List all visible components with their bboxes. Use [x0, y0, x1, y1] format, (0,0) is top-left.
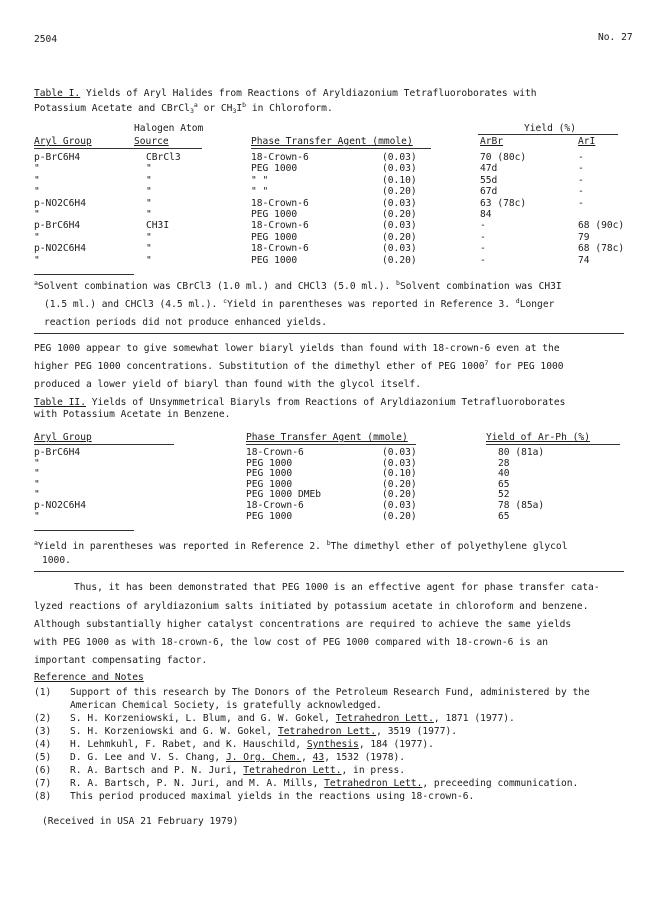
- table2-footnote-a: Yield in parentheses was reported in Reference 2.: [37, 541, 321, 552]
- table2-caption-text: Yields of Unsymmetrical Biaryls from Reactions of Aryldiazonium Tetrafluoroborates: [91, 397, 566, 408]
- table1-cell-mmole: (0.03): [382, 163, 417, 175]
- ref-authors: S. H. Korzeniowski, L. Blum, and G. W. Gokel,: [70, 713, 330, 724]
- table2-cell-agent: 18-Crown-6: [246, 499, 304, 511]
- ref-details: , 1871 (1977).: [433, 713, 515, 724]
- table1-cell-arbr: 67d: [480, 186, 498, 198]
- ref-volume: 43: [312, 752, 325, 763]
- table1-footnote-rule: [34, 274, 134, 275]
- table2-cell-yield: 78 (85a): [498, 499, 545, 511]
- table1-cell-agent: 18-Crown-6: [251, 197, 309, 209]
- ref-4-number: (4): [34, 739, 52, 750]
- footnote-marker-b: b: [326, 539, 331, 547]
- ref-authors: S. H. Korzeniowski and G. W. Gokel,: [70, 726, 273, 737]
- table1-cell-mmole: (0.03): [382, 152, 417, 163]
- table1-col-aryl: [34, 152, 86, 266]
- table1-cell-source: ": [146, 243, 152, 255]
- table1-cell-source: ": [146, 231, 152, 243]
- table2-head-rule-left: [34, 444, 174, 445]
- table1-cell-mmole: (0.03): [382, 243, 417, 255]
- ref-7-number: (7): [34, 778, 52, 789]
- para1-ref: 7: [484, 359, 489, 367]
- table1-col-ari: [578, 152, 624, 266]
- section-divider-2: [34, 571, 624, 572]
- table1-cell-agent: 18-Crown-6: [251, 220, 309, 232]
- table2-cell-yield: 65: [498, 478, 510, 490]
- ref-journal: Synthesis: [306, 739, 359, 750]
- table1-cell-mmole: (0.20): [382, 231, 417, 243]
- table1-cell-ari: [578, 209, 624, 220]
- table1-head-agent: Phase Transfer Agent (mmole): [251, 136, 413, 147]
- ref-authors: H. Lehmkuhl, F. Rabet, and K. Hauschild,: [70, 739, 302, 750]
- table1-cell-arbr: -: [480, 231, 486, 243]
- table1-col-agent: [251, 152, 309, 266]
- table1-cell-mmole: (0.20): [382, 208, 417, 220]
- table2-cell-aryl: p-BrC6H4: [34, 447, 81, 458]
- table1-cell-arbr: 70 (80c): [480, 152, 527, 163]
- table2-cell-mmole: (0.20): [382, 489, 417, 501]
- table1-cell-mmole: (0.03): [382, 220, 417, 232]
- table1-caption-line2: [34, 102, 333, 115]
- table1-cell-agent: PEG 1000: [251, 231, 298, 243]
- ref-5: [70, 751, 405, 764]
- para2-line1: Thus, it has been demonstrated that PEG 1000 is an effective agent for phase transfer cata-: [74, 582, 600, 593]
- table1-cell-source: ": [146, 197, 152, 209]
- footnote-d: Longer: [519, 299, 555, 310]
- table2-cell-agent: PEG 1000: [246, 457, 293, 469]
- table2-cell-yield: 28: [498, 457, 510, 469]
- ref-1-line2: American Chemical Society, is gratefully acknowledged.: [70, 700, 382, 711]
- caption-part: I: [236, 103, 243, 114]
- caption-part: or CH: [197, 103, 233, 114]
- ref-journal: J. Org. Chem.: [225, 752, 302, 763]
- table1-cell-agent: 18-Crown-6: [251, 152, 309, 163]
- table1-head-rule-mid: [251, 148, 431, 149]
- table1-cell-arbr: 84: [480, 208, 492, 220]
- table2-cell-aryl: p-NO2C6H4: [34, 499, 86, 511]
- table1-head-yield: Yield (%): [524, 123, 576, 134]
- table1-cell-mmole: (0.03): [382, 197, 417, 209]
- table2-footnote-b: The dimethyl ether of polyethylene glycol: [330, 541, 568, 552]
- table1-head-rule-left: [34, 148, 202, 149]
- table2-cell-mmole: (0.20): [382, 510, 417, 522]
- table2-head-rule-right: [486, 444, 620, 445]
- ref-details: , in press.: [341, 765, 406, 776]
- table2-cell-mmole: (0.03): [382, 457, 417, 469]
- table1-cell-ari: -: [578, 174, 584, 186]
- table1-cell-ari: -: [578, 197, 584, 209]
- table1-cell-ari: -: [578, 152, 584, 163]
- para1-text: higher PEG 1000 concentrations. Substitution of the dimethyl ether of PEG 1000: [34, 361, 485, 372]
- table2-head-yield: Yield of Ar-Ph (%): [486, 432, 590, 443]
- ref-8-number: (8): [34, 791, 52, 802]
- para2-line2: lyzed reactions of aryldiazonium salts initiated by potassium acetate in chloroform and benzene.: [34, 601, 589, 612]
- ref-authors: D. G. Lee and V. S. Chang,: [70, 752, 221, 763]
- table2-cell-agent: PEG 1000: [246, 468, 293, 480]
- table1-head-arbr: ArBr: [480, 136, 504, 147]
- caption-sup: a: [193, 101, 198, 109]
- table2-col-mmole: [382, 448, 417, 522]
- table1-cell-agent: 18-Crown-6: [251, 243, 309, 255]
- caption-sup: b: [242, 101, 247, 109]
- table2-col-agent: [246, 448, 321, 522]
- table2-cell-aryl: ": [34, 510, 40, 522]
- table1-cell-arbr: 63 (78c): [480, 197, 527, 209]
- table1-cell-aryl: p-NO2C6H4: [34, 197, 86, 209]
- para1-line3: produced a lower yield of biaryl than found with the glycol itself.: [34, 379, 421, 390]
- ref-details: , 1532 (1978).: [324, 752, 406, 763]
- table1-head-ari: ArI: [578, 136, 596, 147]
- table1-cell-source: ": [146, 163, 152, 175]
- table1-cell-aryl: ": [34, 163, 40, 175]
- table2-head-agent: Phase Transfer Agent (mmole): [246, 432, 408, 443]
- table2-cell-agent: PEG 1000: [246, 510, 293, 522]
- ref-journal: Tetrahedron Lett.: [243, 765, 342, 776]
- table2-cell-mmole: (0.10): [382, 468, 417, 480]
- table2-cell-yield: 52: [498, 489, 510, 501]
- table1-cell-aryl: ": [34, 186, 40, 198]
- table2-cell-mmole: (0.03): [382, 447, 417, 458]
- ref-2-number: (2): [34, 713, 52, 724]
- footnote-b-cont: (1.5 ml.) and CHCl3 (4.5 ml.).: [44, 299, 218, 310]
- para2-line4: with PEG 1000 as with 18-crown-6, the low cost of PEG 1000 compared with 18-crown-6 is an: [34, 637, 549, 648]
- table1-cell-source: ": [146, 174, 152, 186]
- table1-head-source: Source: [134, 136, 169, 147]
- ref-details: , 184 (1977).: [358, 739, 434, 750]
- table1-cell-agent: PEG 1000: [251, 163, 298, 175]
- ref-journal: Tetrahedron Lett.: [277, 726, 377, 737]
- caption-part: Potassium Acetate and CBrCl: [34, 103, 190, 114]
- footnote-marker-b: b: [396, 279, 400, 287]
- table2-head-rule-mid: [246, 444, 416, 445]
- table2-cell-aryl: ": [34, 478, 40, 490]
- table2-label: Table II.: [34, 397, 86, 408]
- section-divider: [34, 333, 624, 334]
- ref-4: [70, 738, 434, 751]
- table2-cell-yield: 80 (81a): [498, 447, 545, 458]
- footnote-a: Solvent combination was CBrCl3 (1.0 ml.) and CHCl3 (5.0 ml.).: [37, 281, 391, 292]
- table2-footnote-rule: [34, 530, 134, 531]
- received-date: (Received in USA 21 February 1979): [42, 816, 239, 827]
- table1-cell-source: CH3I: [146, 220, 170, 232]
- table1-cell-aryl: ": [34, 254, 40, 266]
- footnote-marker-a: a: [34, 539, 38, 547]
- table1-cell-source: CBrCl3: [146, 152, 181, 163]
- table1-col-source: [146, 152, 181, 266]
- table1-cell-arbr: -: [480, 243, 486, 255]
- ref-6-number: (6): [34, 765, 52, 776]
- para2-line5: important compensating factor.: [34, 655, 208, 666]
- table1-cell-agent: " ": [251, 186, 269, 198]
- table1-cell-ari: 74: [578, 254, 590, 266]
- table1-head-aryl: Aryl Group: [34, 136, 92, 147]
- table1-cell-aryl: p-NO2C6H4: [34, 243, 86, 255]
- caption-sub: 3: [189, 107, 194, 115]
- table1-col-mmole: [382, 152, 417, 266]
- ref-6: [70, 764, 405, 777]
- table1-cell-source: ": [146, 208, 152, 220]
- table1-footnote-line1: [34, 280, 562, 293]
- ref-authors: R. A. Bartsch and P. N. Juri,: [70, 765, 238, 776]
- table2-cell-aryl: ": [34, 468, 40, 480]
- table2-col-aryl: [34, 448, 86, 522]
- table1-cell-agent: PEG 1000: [251, 208, 298, 220]
- table1-cell-agent: PEG 1000: [251, 254, 298, 266]
- table1-cell-aryl: ": [34, 208, 40, 220]
- ref-3: [70, 725, 457, 738]
- page-number: 2504: [34, 34, 58, 45]
- table2-footnote-line1: [34, 540, 567, 553]
- table2-cell-agent: PEG 1000 DMEb: [246, 489, 322, 501]
- ref-8: This period produced maximal yields in the reactions using 18-crown-6.: [70, 791, 475, 802]
- table2-col-yield: [498, 448, 544, 522]
- table1-cell-arbr: -: [480, 254, 486, 266]
- table1-cell-ari: -: [578, 163, 584, 175]
- table1-footnote-line2: [44, 298, 554, 311]
- table1-cell-ari: 68 (78c): [578, 243, 625, 255]
- issue-number: No. 27: [598, 32, 633, 43]
- table2-cell-yield: 40: [498, 468, 510, 480]
- table2-cell-mmole: (0.20): [382, 478, 417, 490]
- table1-cell-ari: -: [578, 186, 584, 198]
- table2-cell-mmole: (0.03): [382, 499, 417, 511]
- table1-cell-mmole: (0.20): [382, 186, 417, 198]
- table2-cell-agent: PEG 1000: [246, 478, 293, 490]
- table2-head-aryl: Aryl Group: [34, 432, 92, 443]
- footnote-b: Solvent combination was CH3I: [399, 281, 562, 292]
- table1-cell-arbr: 47d: [480, 163, 498, 175]
- table1-cell-ari: 68 (90c): [578, 220, 625, 232]
- para1-line1: PEG 1000 appear to give somewhat lower biaryl yields than found with 18-crown-6 even at the: [34, 343, 560, 354]
- table1-caption-line1: [34, 87, 537, 100]
- references-heading: Reference and Notes: [34, 672, 144, 683]
- footnote-c: Yield in parentheses was reported in Reference 3.: [226, 299, 511, 310]
- table2-cell-aryl: ": [34, 489, 40, 501]
- caption-part: in Chloroform.: [246, 103, 333, 114]
- para1-text: for PEG 1000: [488, 361, 564, 372]
- ref-journal: Tetrahedron Lett.: [324, 778, 423, 789]
- footnote-marker-a: a: [34, 279, 38, 287]
- ref-1-number: (1): [34, 687, 52, 698]
- table1-cell-aryl: ": [34, 231, 40, 243]
- caption-sub: 3: [232, 107, 237, 115]
- table2-footnote-line2: 1000.: [42, 555, 71, 566]
- ref-2: [70, 712, 515, 725]
- ref-details: , preceeding communication.: [422, 778, 579, 789]
- table2-cell-aryl: ": [34, 457, 40, 469]
- para2-line3: Although substantially higher catalyst concentrations are required to achieve the same yields: [34, 619, 572, 630]
- table1-cell-ari: 79: [578, 231, 590, 243]
- ref-5-number: (5): [34, 752, 52, 763]
- ref-authors: R. A. Bartsch, P. N. Juri, and M. A. Mills,: [70, 778, 319, 789]
- ref-3-number: (3): [34, 726, 52, 737]
- table1-cell-mmole: (0.20): [382, 254, 417, 266]
- table1-cell-source: ": [146, 254, 152, 266]
- table1-cell-mmole: (0.10): [382, 174, 417, 186]
- table1-head-halogen: Halogen Atom: [134, 123, 204, 134]
- footnote-marker-c: c: [223, 297, 227, 305]
- footnote-marker-d: d: [515, 297, 520, 305]
- table2-cell-yield: 65: [498, 510, 510, 522]
- table1-caption-text: Yields of Aryl Halides from Reactions of Aryldiazonium Tetrafluoroborates with: [86, 88, 537, 99]
- ref-details: , 3519 (1977).: [376, 726, 458, 737]
- table1-cell-arbr: 55d: [480, 174, 498, 186]
- para1-line2: [34, 360, 564, 373]
- table1-cell-source: ": [146, 186, 152, 198]
- ref-1-line1: Support of this research by The Donors of the Petroleum Research Fund, administered by the: [70, 687, 590, 698]
- table1-cell-agent: " ": [251, 174, 269, 186]
- table1-cell-aryl: ": [34, 174, 40, 186]
- ref-7: [70, 777, 578, 790]
- table1-cell-aryl: p-BrC6H4: [34, 220, 81, 232]
- table1-cell-aryl: p-BrC6H4: [34, 152, 81, 163]
- ref-comma: ,: [301, 752, 307, 763]
- table1-cell-arbr: -: [480, 220, 486, 232]
- table2-caption-line2: with Potassium Acetate in Benzene.: [34, 409, 231, 420]
- table1-label: Table I.: [34, 88, 81, 99]
- table2-cell-agent: 18-Crown-6: [246, 447, 304, 458]
- table1-col-arbr: [480, 152, 526, 266]
- table1-footnote-line3: reaction periods did not produce enhanced yields.: [44, 317, 328, 328]
- ref-journal: Tetrahedron Lett.: [335, 713, 434, 724]
